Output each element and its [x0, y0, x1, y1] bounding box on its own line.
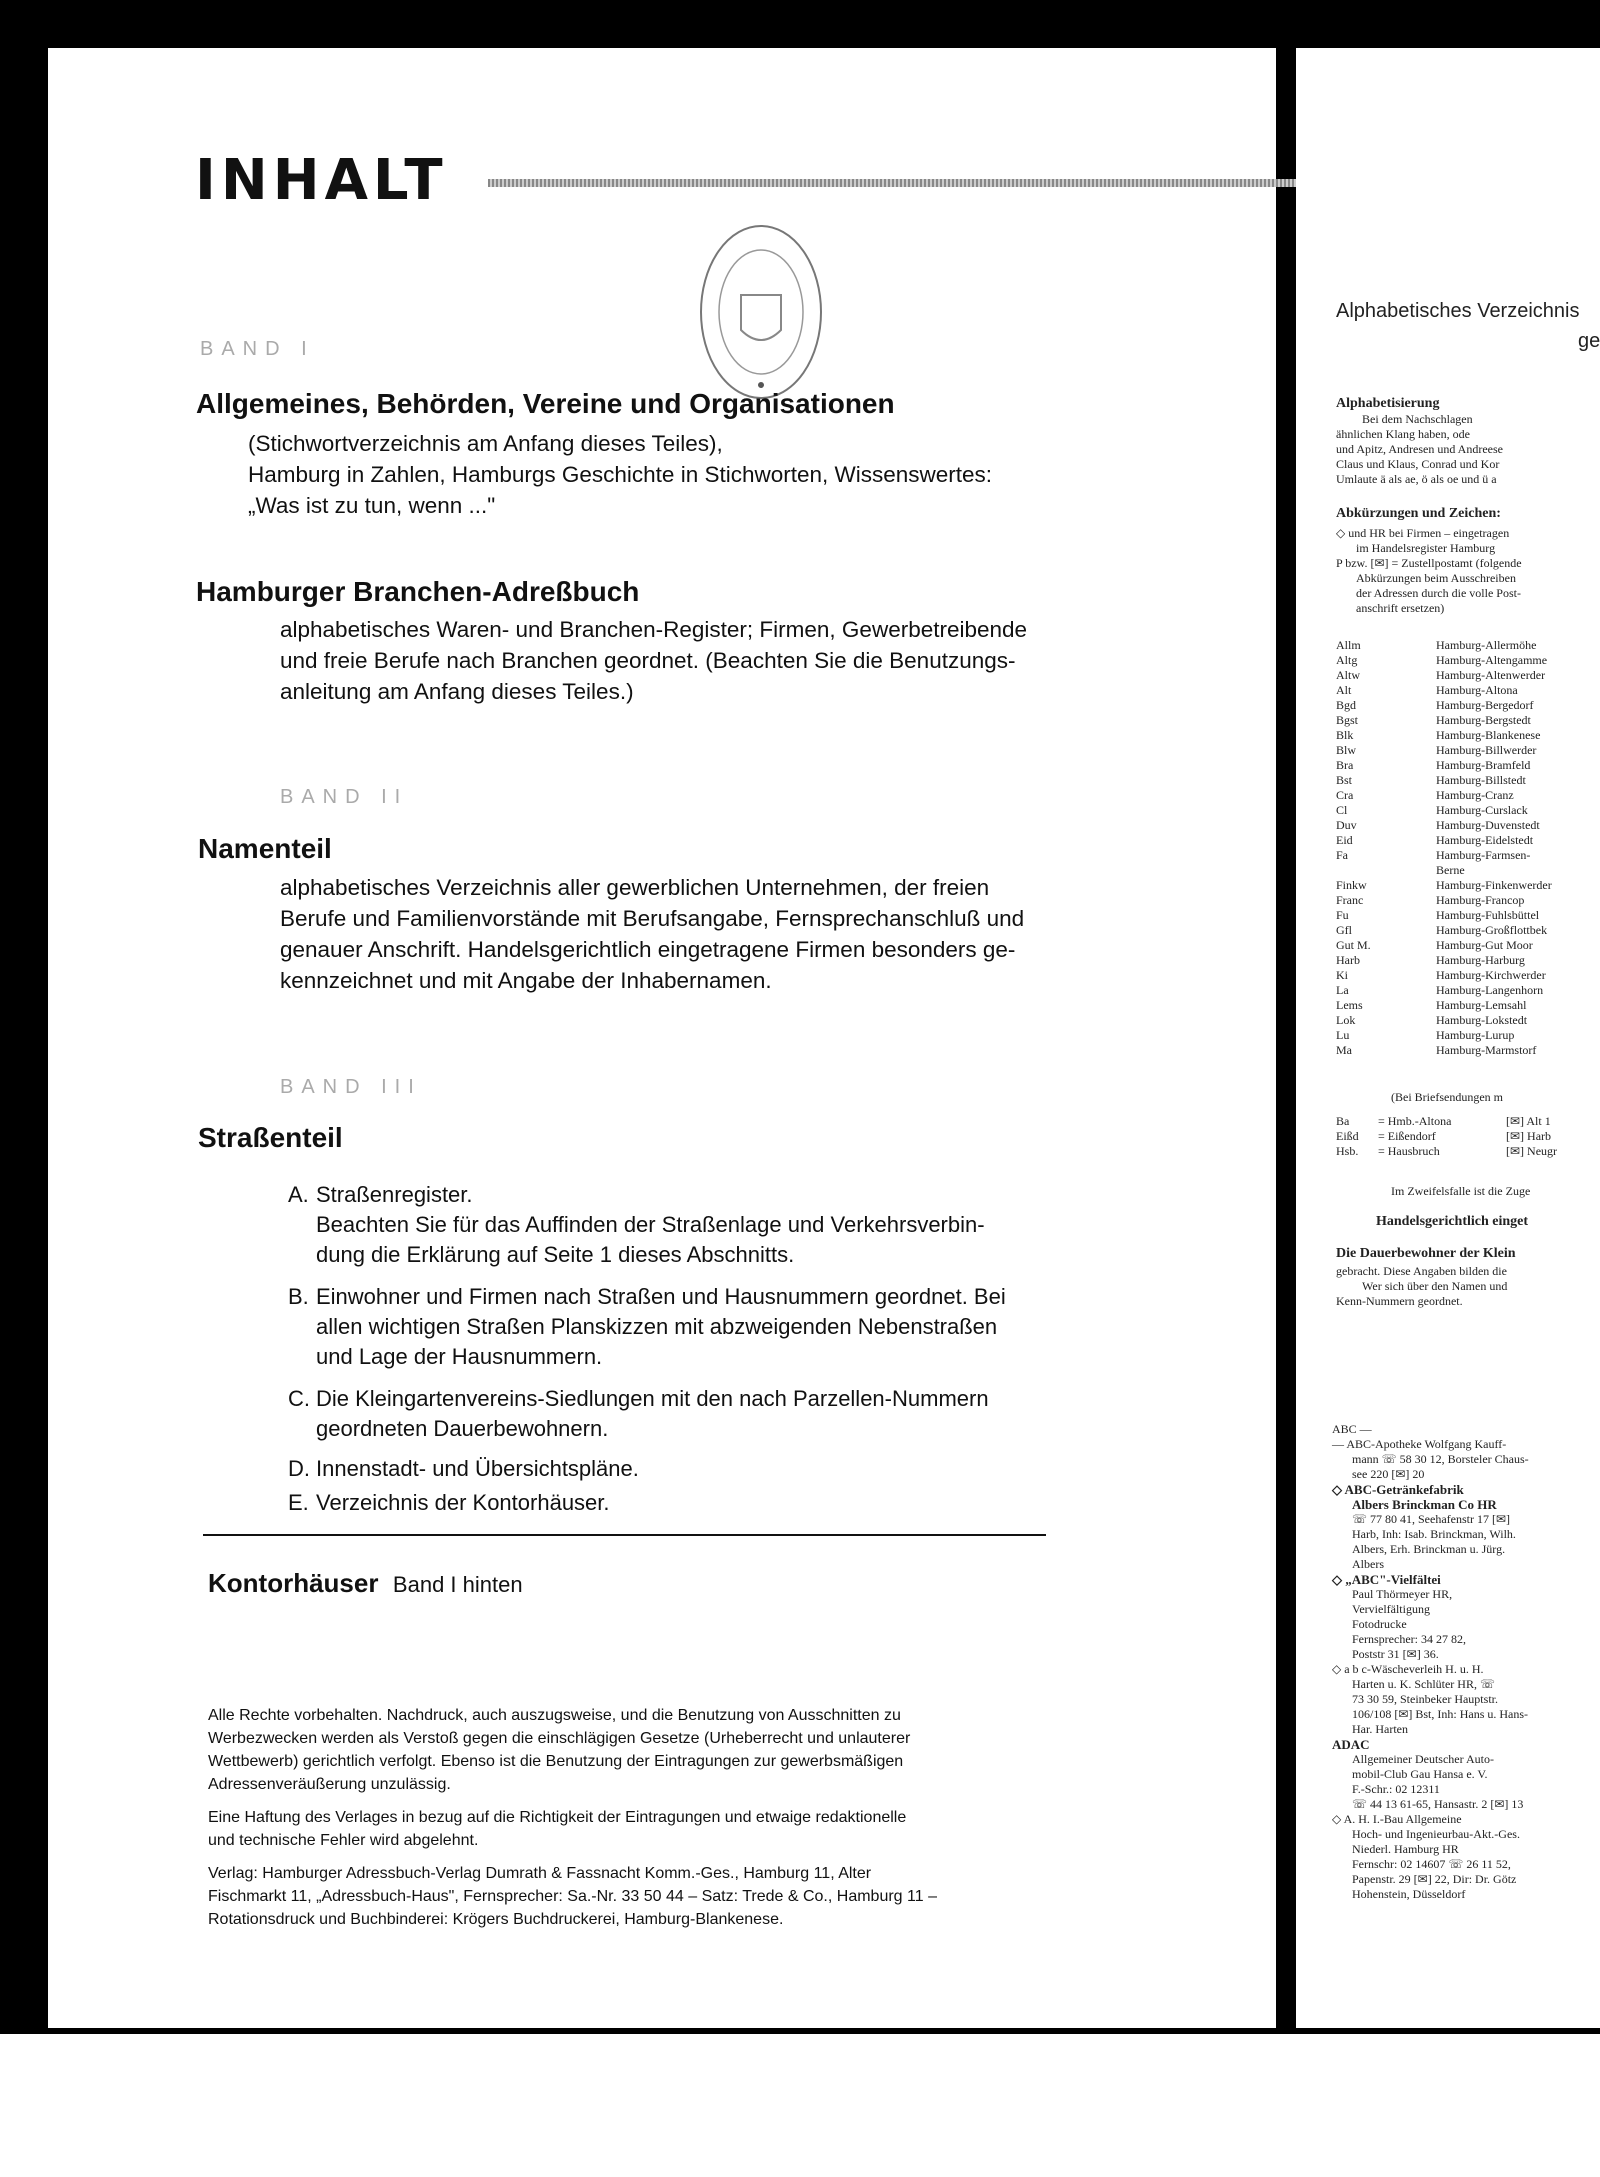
title-rule: [488, 179, 1318, 187]
directory-entry-line: Poststr 31 [✉] 36.: [1352, 1647, 1439, 1661]
abbreviation-code: Gut M.: [1336, 938, 1371, 952]
legal-line: Alle Rechte vorbehalten. Nachdruck, auch auszugsweise, und die Benutzung von Ausschnitten zu: [208, 1707, 901, 1724]
abbreviation-code: La: [1336, 983, 1349, 997]
band-2-description: [280, 872, 1024, 996]
abbreviation-code: Fa: [1336, 848, 1348, 862]
abbreviation-meaning: Hamburg-Billstedt: [1436, 773, 1526, 787]
text-line: im Handelsregister Hamburg: [1356, 541, 1496, 555]
legal-line: und technische Fehler wird abgelehnt.: [208, 1832, 479, 1849]
directory-entry-line: mobil-Club Gau Hansa e. V.: [1352, 1767, 1488, 1781]
abbreviation-meaning: Hamburg-Cranz: [1436, 788, 1514, 802]
abbreviation-code: Lu: [1336, 1028, 1350, 1042]
directory-entry-line: Albers Brinckman Co HR: [1352, 1497, 1497, 1512]
text-line: gebracht. Diese Angaben bilden die: [1336, 1264, 1507, 1278]
publisher-line: Verlag: Hamburger Adressbuch-Verlag Dumrath & Fassnacht Komm.-Ges., Hamburg 11, Alter: [208, 1865, 872, 1882]
abbreviation-code: Alt: [1336, 683, 1352, 697]
directory-entry-line: F.-Schr.: 02 12311: [1352, 1782, 1440, 1796]
directory-entry-line: Harten u. K. Schlüter HR, ☏: [1352, 1677, 1495, 1691]
alphabetisierung-heading: Alphabetisierung: [1336, 396, 1440, 411]
dauerbewohner-text: [1336, 1264, 1507, 1309]
directory-entry-line: 106/108 [✉] Bst, Inh: Hans u. Hans-: [1352, 1707, 1529, 1721]
abbreviation-code: Allm: [1336, 638, 1361, 652]
handelsgericht-heading: Handelsgerichtlich einget: [1376, 1214, 1529, 1229]
abbreviation-meaning: = Hmb.-Altona: [1378, 1114, 1452, 1128]
text-line: ◇ und HR bei Firmen – eingetragen: [1336, 526, 1510, 540]
scan-border-bottom: [0, 2028, 1600, 2034]
band-1-description: [248, 428, 992, 521]
abbreviation-meaning: Hamburg-Harburg: [1436, 953, 1525, 967]
text-line: dung die Erklärung auf Seite 1 dieses Abschnitts.: [316, 1242, 795, 1267]
abbreviation-code: Finkw: [1336, 878, 1367, 892]
text-line: Innenstadt- und Übersichtspläne.: [316, 1456, 639, 1481]
band-1-heading: Allgemeines, Behörden, Vereine und Organisationen: [196, 388, 895, 419]
abbreviation-code: Bra: [1336, 758, 1354, 772]
abbreviation-meaning: Hamburg-Duvenstedt: [1436, 818, 1540, 832]
abkuerzungen-heading: Abkürzungen und Zeichen:: [1336, 506, 1501, 521]
directory-entry-line: ADAC: [1332, 1737, 1370, 1752]
directory-entry-line: Harb, Inh: Isab. Brinckman, Wilh.: [1352, 1527, 1516, 1541]
text-line: kennzeichnet und mit Angabe der Inhabernamen.: [280, 968, 772, 993]
dauerbewohner-heading: Die Dauerbewohner der Klein: [1336, 1246, 1516, 1261]
text-line: Abkürzungen beim Ausschreiben: [1356, 571, 1516, 585]
list-label: E.: [288, 1490, 309, 1515]
directory-entry-line: ABC —: [1332, 1422, 1372, 1436]
text-line: Einwohner und Firmen nach Straßen und Hausnummern geordnet. Bei: [316, 1284, 1006, 1309]
list-label: B.: [288, 1284, 309, 1309]
directory-entry-line: ☏ 44 13 61-65, Hansastr. 2 [✉] 13: [1352, 1797, 1524, 1811]
directory-entry-line: 73 30 59, Steinbeker Hauptstr.: [1352, 1692, 1498, 1706]
list-label: C.: [288, 1386, 310, 1411]
text-line: und Apitz, Andresen und Andreese: [1336, 442, 1503, 456]
abkuerzungen-text: [1336, 526, 1522, 616]
abbreviation-meaning: = Eißendorf: [1378, 1129, 1436, 1143]
abbreviation-meaning: Hamburg-Lurup: [1436, 1028, 1515, 1042]
text-line: der Adressen durch die volle Post-: [1356, 586, 1521, 600]
abbreviation-meaning: Hamburg-Altengamme: [1436, 653, 1548, 667]
name-entries: [1332, 1422, 1529, 1902]
legal-line: Adressenveräußerung unzulässig.: [208, 1776, 451, 1793]
abbreviation-code: Eid: [1336, 833, 1353, 847]
list-text: [316, 1180, 1016, 1270]
list-item-b: [288, 1282, 1048, 1378]
abbreviation-meaning: Hamburg-Billwerder: [1436, 743, 1537, 757]
abbreviation-meaning: Hamburg-Curslack: [1436, 803, 1528, 817]
text-line: Bei dem Nachschlagen: [1362, 412, 1473, 426]
band-2-heading: Namenteil: [198, 833, 332, 864]
directory-entry-line: Har. Harten: [1352, 1722, 1408, 1736]
abbreviation-meaning: Hamburg-Finkenwerder: [1436, 878, 1552, 892]
abbreviation-code: Duv: [1336, 818, 1357, 832]
abbreviation-meaning: = Hausbruch: [1378, 1144, 1440, 1158]
scan-border-top: [0, 0, 1600, 48]
abbreviation-meaning: Hamburg-Marmstorf: [1436, 1043, 1537, 1057]
text-line: Claus und Klaus, Conrad und Kor: [1336, 457, 1500, 471]
list-text: [316, 1488, 1016, 1518]
abbreviation-meaning: Berne: [1436, 863, 1465, 877]
list-text: [316, 1454, 1016, 1484]
directory-entry-line: Papenstr. 29 [✉] 22, Dir: Dr. Götz: [1352, 1872, 1517, 1886]
abbreviation-code: Blw: [1336, 743, 1357, 757]
page-title: INHALT: [195, 148, 448, 213]
abbreviation-meaning: Hamburg-Lokstedt: [1436, 1013, 1528, 1027]
section-divider: [203, 1534, 1046, 1536]
kontor-heading: Kontorhäuser: [208, 1568, 379, 1598]
text-line: Kenn-Nummern geordnet.: [1336, 1294, 1463, 1308]
list-item-e: [288, 1488, 1048, 1520]
branchen-heading: Hamburger Branchen-Adreßbuch: [196, 576, 640, 607]
text-line: Die Kleingartenvereins-Siedlungen mit den nach Parzellen-Nummern: [316, 1386, 989, 1411]
abbreviation-meaning: Hamburg-Blankenese: [1436, 728, 1541, 742]
kontor-line: [208, 1568, 523, 1599]
directory-entry-line: Hoch- und Ingenieurbau-Akt.-Ges.: [1352, 1827, 1520, 1841]
text-line: alphabetisches Verzeichnis aller gewerblichen Unternehmen, der freien: [280, 875, 990, 900]
legal-line: Eine Haftung des Verlages in bezug auf die Richtigkeit der Eintragungen und etwaige redaktionelle: [208, 1809, 907, 1826]
directory-entry-line: mann ☏ 58 30 12, Borsteler Chaus-: [1352, 1452, 1529, 1466]
abbreviation-code: Ki: [1336, 968, 1348, 982]
abbreviation-code: Bst: [1336, 773, 1353, 787]
library-stamp-icon: [696, 220, 826, 404]
abbreviation-code: Altw: [1336, 668, 1360, 682]
text-line: Berufe und Familienvorstände mit Berufsangabe, Fernsprechanschluß und: [280, 906, 1025, 931]
abbreviation-code: Altg: [1336, 653, 1358, 667]
kontor-note: Band I hinten: [392, 1572, 523, 1597]
directory-entry-line: Hohenstein, Düsseldorf: [1352, 1887, 1466, 1901]
abbreviation-code: Bgst: [1336, 713, 1359, 727]
contents-page: [48, 48, 1276, 2028]
legal-line: Werbezwecken werden als Verstoß gegen die einschlägigen Gesetze (Urheberrecht und unlauterer: [208, 1730, 911, 1747]
abbreviation-code: Hsb.: [1336, 1144, 1359, 1158]
text-line: und Lage der Hausnummern.: [316, 1344, 603, 1369]
abbreviation-code: Ba: [1336, 1114, 1350, 1128]
list-label: A.: [288, 1182, 309, 1207]
directory-entry-line: Niederl. Hamburg HR: [1352, 1842, 1459, 1856]
postal-code: [✉] Harb: [1506, 1129, 1552, 1143]
right-page-heading-2: ge: [1578, 330, 1600, 352]
band-1-label: BAND I: [200, 338, 315, 360]
band-3-heading: Straßenteil: [198, 1122, 343, 1153]
directory-entry-line: Paul Thörmeyer HR,: [1352, 1587, 1453, 1601]
abbreviation-meaning: Hamburg-Gut Moor: [1436, 938, 1533, 952]
directory-entry-line: ◇ a b c-Wäscheverleih H. u. H.: [1332, 1662, 1484, 1676]
scan-gutter: [1276, 0, 1296, 2028]
abbreviation-meaning: Hamburg-Altona: [1436, 683, 1518, 697]
list-label: D.: [288, 1456, 310, 1481]
legal-notice: [208, 1704, 1058, 1931]
text-line: Verzeichnis der Kontorhäuser.: [316, 1490, 610, 1515]
directory-entry-line: ◇ A. H. I.-Bau Allgemeine: [1332, 1812, 1462, 1826]
abbreviation-meaning: Hamburg-Kirchwerder: [1436, 968, 1546, 982]
text-line: und freie Berufe nach Branchen geordnet. (Beachten Sie die Benutzungs-: [280, 648, 1016, 673]
postal-code: [✉] Neugr: [1506, 1144, 1558, 1158]
list-item-c: [288, 1384, 1048, 1448]
abbreviation-code: Bgd: [1336, 698, 1357, 712]
directory-entry-line: ◇ ABC-Getränkefabrik: [1332, 1482, 1464, 1497]
list-item-a: [288, 1180, 1048, 1276]
list-item-d: [288, 1454, 1048, 1486]
directory-entry-line: Vervielfältigung: [1352, 1602, 1430, 1616]
abbreviation-code: Cra: [1336, 788, 1354, 802]
abbreviation-code: Cl: [1336, 803, 1348, 817]
postal-code: [✉] Alt 1: [1506, 1114, 1551, 1128]
text-line: anschrift ersetzen): [1356, 601, 1445, 615]
text-line: allen wichtigen Straßen Planskizzen mit abzweigenden Nebenstraßen: [316, 1314, 998, 1339]
abbreviation-meaning: Hamburg-Eidelstedt: [1436, 833, 1534, 847]
text-line: Hamburg in Zahlen, Hamburgs Geschichte in Stichworten, Wissenswertes:: [248, 462, 993, 487]
text-line: geordneten Dauerbewohnern.: [316, 1416, 609, 1441]
abbreviation-code: Franc: [1336, 893, 1364, 907]
publisher-line: Fischmarkt 11, „Adressbuch-Haus", Fernsprecher: Sa.-Nr. 33 50 44 – Satz: Trede & Co., Hamburg 11 –: [208, 1888, 937, 1905]
directory-entry-line: Fernsprecher: 34 27 82,: [1352, 1632, 1466, 1646]
abbreviation-meaning: Hamburg-Allermöhe: [1436, 638, 1537, 652]
text-line: (Stichwortverzeichnis am Anfang dieses Teiles),: [248, 431, 723, 456]
abbreviation-meaning: Hamburg-Bergstedt: [1436, 713, 1531, 727]
text-line: ähnlichen Klang haben, ode: [1336, 427, 1470, 441]
text-line: alphabetisches Waren- und Branchen-Register; Firmen, Gewerbetreibende: [280, 617, 1028, 642]
branchen-description: [280, 614, 1027, 707]
alphabetisierung-text: [1336, 412, 1503, 487]
directory-entry-line: Albers: [1352, 1557, 1384, 1571]
abbreviation-meaning: Hamburg-Fuhlsbüttel: [1436, 908, 1540, 922]
directory-entry-line: Fernschr: 02 14607 ☏ 26 11 52,: [1352, 1857, 1511, 1871]
directory-entry-line: see 220 [✉] 20: [1352, 1467, 1425, 1481]
abbreviation-code: Lok: [1336, 1013, 1356, 1027]
text-line: Wer sich über den Namen und: [1362, 1279, 1508, 1293]
abbreviation-code: Eißd: [1336, 1129, 1359, 1143]
text-line: Umlaute ä als ae, ö als oe und ü a: [1336, 472, 1497, 486]
abbreviation-meaning: Hamburg-Francop: [1436, 893, 1525, 907]
band-3-label: BAND III: [280, 1076, 422, 1098]
brief-note: (Bei Briefsendungen m: [1391, 1090, 1503, 1104]
abbreviation-code: Blk: [1336, 728, 1354, 742]
directory-entry-line: Albers, Erh. Brinckman u. Jürg.: [1352, 1542, 1506, 1556]
abbreviation-code: Gfl: [1336, 923, 1352, 937]
directory-entry-line: Allgemeiner Deutscher Auto-: [1352, 1752, 1494, 1766]
abbreviation-meaning: Hamburg-Altenwerder: [1436, 668, 1546, 682]
text-line: P bzw. [✉] = Zustellpostamt (folgende: [1336, 556, 1522, 570]
abbreviation-meaning: Hamburg-Großflottbek: [1436, 923, 1548, 937]
directory-entry-line: — ABC-Apotheke Wolfgang Kauff-: [1332, 1437, 1507, 1451]
list-text: [316, 1282, 1016, 1372]
zweifel-note: Im Zweifelsfalle ist die Zuge: [1391, 1184, 1531, 1198]
scan-border-left: [0, 0, 48, 2028]
directory-entry-line: ☏ 77 80 41, Seehafenstr 17 [✉]: [1352, 1512, 1511, 1526]
text-line: Straßenregister.: [316, 1182, 473, 1207]
band-2-label: BAND II: [280, 786, 409, 808]
directory-entry-line: Fotodrucke: [1352, 1617, 1407, 1631]
abbreviation-meaning: Hamburg-Farmsen-: [1436, 848, 1531, 862]
legal-line: Wettbewerb) gerichtlich verfolgt. Ebenso ist die Benutzung der Eintragungen zur gewerbsmäßigen: [208, 1753, 904, 1770]
text-line: genauer Anschrift. Handelsgerichtlich eingetragene Firmen besonders ge-: [280, 937, 1016, 962]
list-text: [316, 1384, 1016, 1444]
abbreviation-meaning: Hamburg-Bramfeld: [1436, 758, 1531, 772]
abbreviation-meaning: Hamburg-Langenhorn: [1436, 983, 1544, 997]
right-page-heading: Alphabetisches Verzeichnis: [1336, 300, 1580, 322]
adjacent-page: [1296, 48, 1600, 2028]
abbreviation-code: Fu: [1336, 908, 1349, 922]
text-line: „Was ist zu tun, wenn ...": [248, 493, 496, 518]
abbreviation-code: Harb: [1336, 953, 1360, 967]
abbreviation-code: Lems: [1336, 998, 1363, 1012]
publisher-line: Rotationsdruck und Buchbinderei: Krögers Buchdruckerei, Hamburg-Blankenese.: [208, 1911, 784, 1928]
abbreviation-code: Ma: [1336, 1043, 1352, 1057]
text-line: Beachten Sie für das Auffinden der Straßenlage und Verkehrsverbin-: [316, 1212, 985, 1237]
text-line: anleitung am Anfang dieses Teiles.): [280, 679, 634, 704]
abbreviation-meaning: Hamburg-Bergedorf: [1436, 698, 1534, 712]
directory-entry-line: ◇ „ABC"-Vielfältei: [1332, 1572, 1441, 1587]
abbreviation-meaning: Hamburg-Lemsahl: [1436, 998, 1527, 1012]
